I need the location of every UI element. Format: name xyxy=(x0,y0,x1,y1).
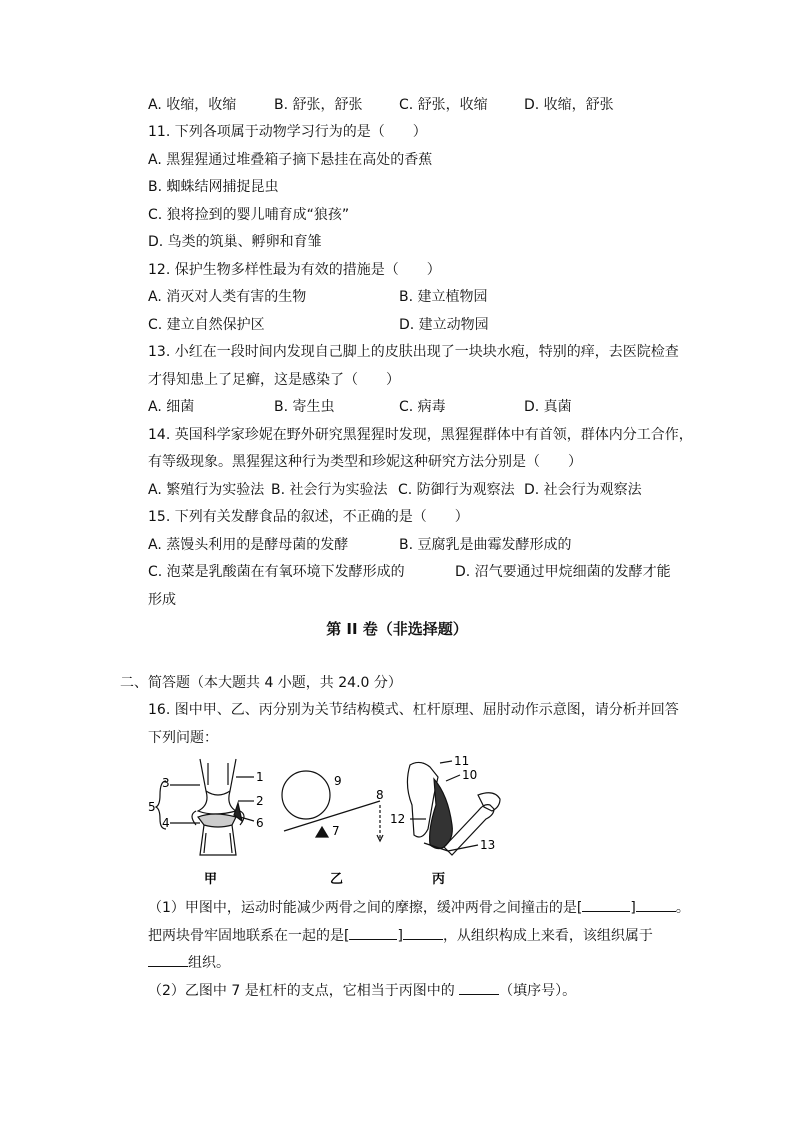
q16-stem-line1: 16. 图中甲、乙、丙分别为关节结构模式、杠杆原理、屈肘动作示意图，请分析并回答 xyxy=(148,702,679,718)
q15-option-d: D. 沼气要通过甲烷细菌的发酵才能 xyxy=(455,564,671,580)
q11-option-c: C. 狼将捡到的婴儿哺育成“狼孩” xyxy=(148,207,350,223)
q14-option-a: A. 繁殖行为实验法 xyxy=(148,482,265,498)
q16-part1-text-c: 。 xyxy=(675,900,690,916)
q14-option-d: D. 社会行为观察法 xyxy=(524,482,642,498)
q10-option-a: A. 收缩，收缩 xyxy=(148,97,237,113)
q13-stem-line2: 才得知患上了足癣，这是感染了（ ） xyxy=(148,372,400,388)
q10-option-c: C. 舒张，收缩 xyxy=(399,97,488,113)
q16-blank-6[interactable] xyxy=(459,980,499,995)
q16-part1-text-a: （1）甲图中，运动时能减少两骨之间的摩擦，缓冲两骨之间撞击的是[ xyxy=(148,900,583,916)
q15-option-b: B. 豆腐乳是曲霉发酵形成的 xyxy=(399,537,572,553)
q14-option-b: B. 社会行为实验法 xyxy=(271,482,388,498)
q11-option-d: D. 鸟类的筑巢、孵卵和育雏 xyxy=(148,234,322,250)
joint-diagram xyxy=(156,759,254,855)
q10-option-d: D. 收缩，舒张 xyxy=(524,97,614,113)
q12-stem: 12. 保护生物多样性最为有效的措施是（ ） xyxy=(148,262,441,278)
caption-yi: 乙 xyxy=(330,872,344,887)
joint-label-6: 6 xyxy=(256,816,264,830)
q14-stem-line1: 14. 英国科学家珍妮在野外研究黑猩猩时发现，黑猩猩群体中有首领，群体内分工合作， xyxy=(148,427,693,443)
joint-label-3: 3 xyxy=(162,776,170,790)
q16-stem-line2: 下列问题： xyxy=(148,730,218,746)
lever-label-9: 8 xyxy=(376,788,384,802)
q12-option-d: D. 建立动物园 xyxy=(399,317,489,333)
q12-option-a: A. 消灭对人类有害的生物 xyxy=(148,289,307,305)
q16-part1-text-e: ] xyxy=(397,928,403,944)
q11-stem: 11. 下列各项属于动物学习行为的是（ ） xyxy=(148,124,427,140)
q16-part2-text-b: （填序号）。 xyxy=(499,983,577,999)
q16-part2-line1 xyxy=(148,980,576,1001)
q16-part1-text-d: 把两块骨牢固地联系在一起的是[ xyxy=(148,928,350,944)
q13-option-b: B. 寄生虫 xyxy=(274,399,335,415)
q16-part1-line2 xyxy=(148,925,653,946)
q16-blank-2[interactable] xyxy=(636,897,676,912)
caption-bing: 丙 xyxy=(432,872,446,887)
q11-option-a: A. 黑猩猩通过堆叠箱子摘下悬挂在高处的香蕉 xyxy=(148,152,433,168)
joint-label-1: 1 xyxy=(256,770,264,784)
q13-stem-line1: 13. 小红在一段时间内发现自己脚上的皮肤出现了一块块水疱，特别的痒，去医院检查 xyxy=(148,344,679,360)
q13-option-a: A. 细菌 xyxy=(148,399,195,415)
elbow-label-11: 11 xyxy=(454,755,470,768)
q14-option-c: C. 防御行为观察法 xyxy=(398,482,515,498)
q13-option-d: D. 真菌 xyxy=(524,399,572,415)
q15-option-a: A. 蒸馒头利用的是酵母菌的发酵 xyxy=(148,537,349,553)
q16-part1-text-g: 组织。 xyxy=(188,955,230,971)
caption-jia: 甲 xyxy=(204,872,218,887)
q14-stem-line2: 有等级现象。黑猩猩这种行为类型和珍妮这种研究方法分别是（ ） xyxy=(148,454,582,470)
elbow-label-10: 10 xyxy=(462,768,478,782)
q12-option-c: C. 建立自然保护区 xyxy=(148,317,265,333)
q16-part1-line3 xyxy=(148,952,230,973)
q16-part1-text-b: ] xyxy=(630,900,636,916)
q10-option-b: B. 舒张，舒张 xyxy=(274,97,363,113)
elbow-label-12: 12 xyxy=(390,812,406,826)
elbow-label-13: 13 xyxy=(480,838,496,852)
q16-blank-4[interactable] xyxy=(403,925,443,940)
q16-part1-line1 xyxy=(148,897,690,918)
q16-figure xyxy=(148,755,508,890)
section-title: 二、简答题（本大题共 4 小题，共 24.0 分） xyxy=(120,675,402,691)
q16-blank-3[interactable] xyxy=(349,925,397,940)
q11-option-b: B. 蜘蛛结网捕捉昆虫 xyxy=(148,179,279,195)
volume-title: 第 II 卷（非选择题） xyxy=(326,620,468,638)
q15-option-c: C. 泡菜是乳酸菌在有氧环境下发酵形成的 xyxy=(148,564,405,580)
joint-label-2: 2 xyxy=(256,794,264,808)
joint-label-4: 4 xyxy=(162,816,170,830)
q16-part2-text-a: （2）乙图中 7 是杠杆的支点，它相当于丙图中的 xyxy=(148,983,460,999)
lever-label-7: 7 xyxy=(332,824,340,838)
q13-option-c: C. 病毒 xyxy=(399,399,446,415)
q16-blank-5[interactable] xyxy=(148,952,188,967)
q15-option-d-continued: 形成 xyxy=(148,592,176,608)
q16-part1-text-f: ，从组织构成上来看，该组织属于 xyxy=(442,928,653,944)
q16-blank-1[interactable] xyxy=(582,897,630,912)
q15-stem: 15. 下列有关发酵食品的叙述，不正确的是（ ） xyxy=(148,509,469,525)
joint-label-5: 5 xyxy=(148,800,156,814)
q12-option-b: B. 建立植物园 xyxy=(399,289,488,305)
lever-label-8: 9 xyxy=(334,774,342,788)
